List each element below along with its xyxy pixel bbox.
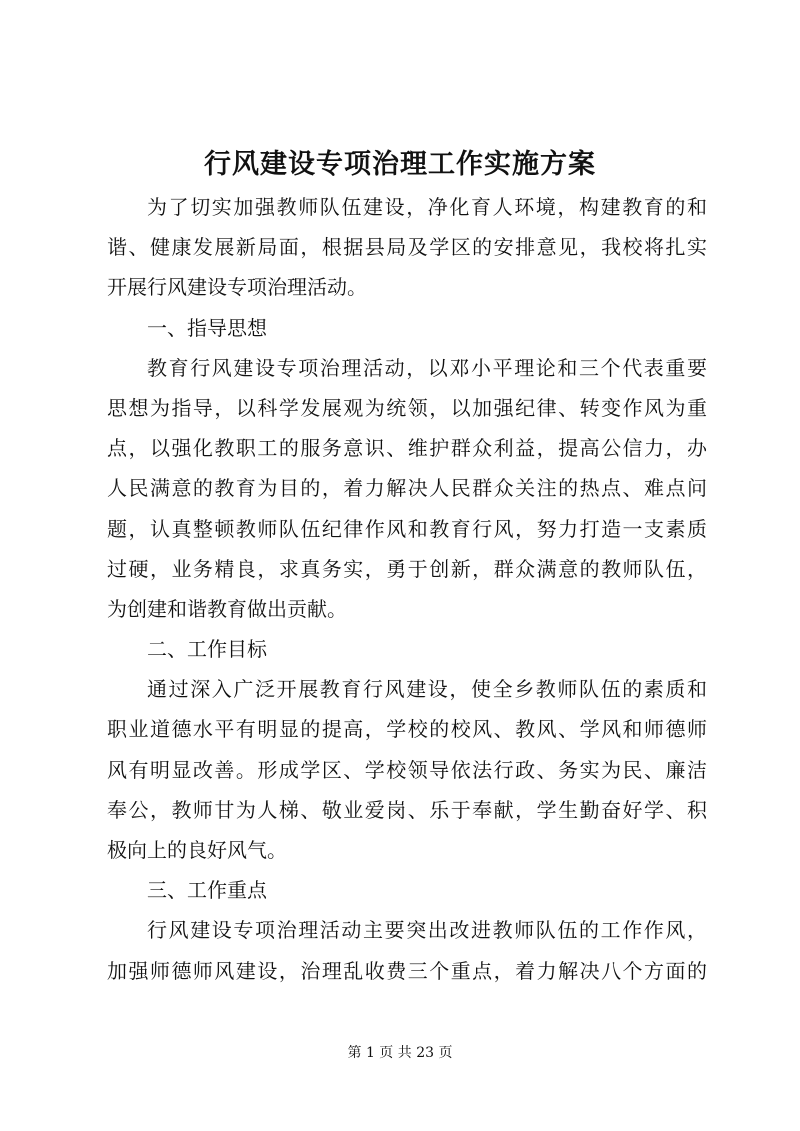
text-line: 加强师德师风建设，治理乱收费三个重点，着力解决八个方面的 xyxy=(107,958,707,983)
text-line: 通过深入广泛开展教育行风建设，使全乡教师队伍的素质和 xyxy=(147,677,707,702)
document-body xyxy=(107,187,707,991)
text-line: 开展行风建设专项治理活动。 xyxy=(107,275,367,300)
text-line: 教育行风建设专项治理活动，以邓小平理论和三个代表重要 xyxy=(147,355,707,380)
text-line: 一、指导思想 xyxy=(147,315,267,340)
text-line: 点，以强化教职工的服务意识、维护群众利益，提高公信力，办 xyxy=(107,436,707,461)
text-line: 奉公，教师甘为人梯、敬业爱岗、乐于奉献，学生勤奋好学、积 xyxy=(107,797,707,822)
document-title: 行风建设专项治理工作实施方案 xyxy=(204,149,596,180)
text-line: 人民满意的教育为目的，着力解决人民群众关注的热点、难点问 xyxy=(107,476,707,501)
text-line: 三、工作重点 xyxy=(147,878,267,903)
text-line: 行风建设专项治理活动主要突出改进教师队伍的工作作风， xyxy=(147,918,707,943)
text-line: 风有明显改善。形成学区、学校领导依法行政、务实为民、廉洁 xyxy=(107,757,707,782)
page-footer: 第 1 页 共 23 页 xyxy=(347,1045,453,1061)
text-line: 题，认真整顿教师队伍纪律作风和教育行风，努力打造一支素质 xyxy=(107,516,707,541)
text-line: 谐、健康发展新局面，根据县局及学区的安排意见，我校将扎实 xyxy=(107,235,707,260)
text-line: 二、工作目标 xyxy=(147,637,267,662)
text-line: 过硬，业务精良，求真务实，勇于创新，群众满意的教师队伍， xyxy=(107,556,707,581)
text-line: 职业道德水平有明显的提高，学校的校风、教风、学风和师德师 xyxy=(107,717,707,742)
text-line: 为了切实加强教师队伍建设，净化育人环境，构建教育的和 xyxy=(147,195,707,219)
text-line: 思想为指导，以科学发展观为统领，以加强纪律、转变作风为重 xyxy=(107,395,707,420)
text-line: 为创建和谐教育做出贡献。 xyxy=(107,596,347,621)
text-line: 极向上的良好风气。 xyxy=(107,838,287,862)
